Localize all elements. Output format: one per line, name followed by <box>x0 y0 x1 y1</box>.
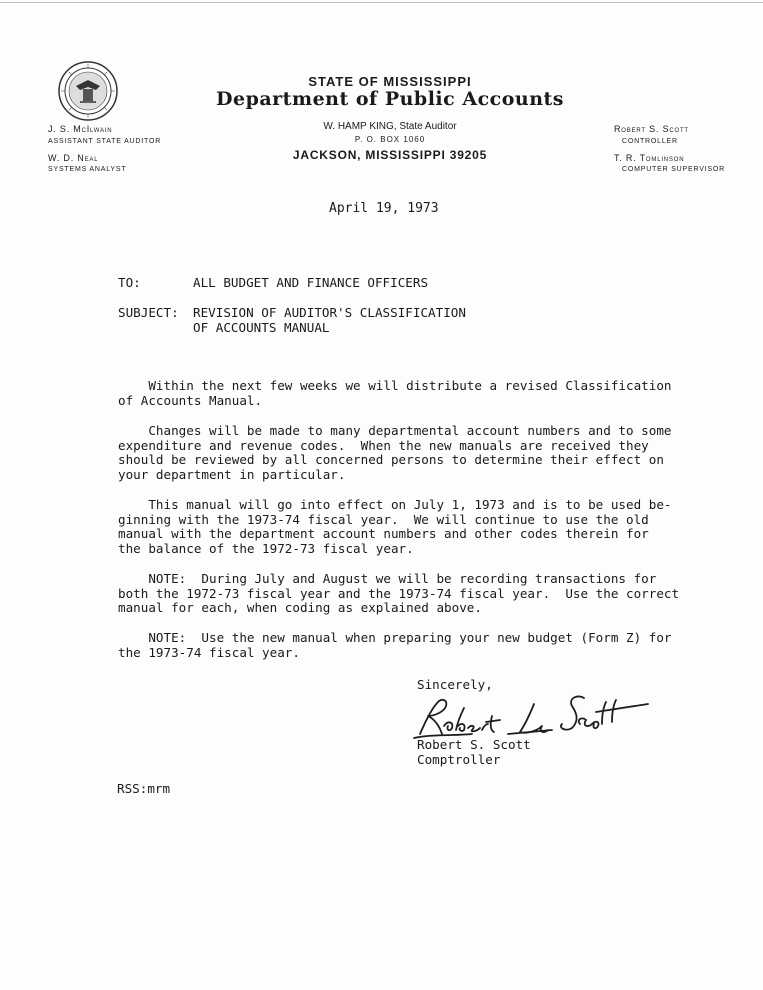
staff-name-right-2: T. R. Tomlinson <box>614 153 685 163</box>
subject-line-1: REVISION OF AUDITOR'S CLASSIFICATION <box>193 305 466 320</box>
typist-initials: RSS:mrm <box>117 781 171 796</box>
closing-name: Robert S. Scott <box>417 737 531 752</box>
staff-title-left-1: ASSISTANT STATE AUDITOR <box>48 138 162 145</box>
subject-line-2: OF ACCOUNTS MANUAL <box>193 320 330 335</box>
staff-title-left-2: SYSTEMS ANALYST <box>48 166 127 173</box>
closing-salutation: Sincerely, <box>417 677 493 692</box>
to-label: TO: <box>118 275 141 290</box>
paragraph-5: NOTE: Use the new manual when preparing your new budget (Form Z) for the 1973-74 fiscal year. <box>118 630 672 660</box>
state-seal-icon <box>56 60 120 122</box>
letterhead-department: Department of Public Accounts <box>216 88 564 110</box>
paragraph-3: This manual will go into effect on July 1, 1973 and is to be used be- ginning with the 1973-74 fiscal year. We will continue to use the old manual with the department account numbers and other codes therein for the balance of the 1972-73 fiscal year. <box>118 497 672 557</box>
staff-title-right-1: CONTROLLER <box>622 138 678 145</box>
paragraph-4: NOTE: During July and August we will be recording transactions for both the 1972-73 fiscal year and the 1973-74 fiscal year. Use the correct manual for each, when coding as explained above. <box>118 571 680 616</box>
staff-name-left-1: J. S. McIlwain <box>48 124 113 134</box>
letterhead-po-box: P. O. BOX 1060 <box>354 135 426 144</box>
letterhead-city: JACKSON, MISSISSIPPI 39205 <box>292 148 488 162</box>
closing-title: Comptroller <box>417 752 501 767</box>
subject-label: SUBJECT: <box>118 305 179 320</box>
letterhead-auditor: W. HAMP KING, State Auditor <box>323 121 457 132</box>
paragraph-2: Changes will be made to many departmental account numbers and to some expenditure and revenue codes. When the new manuals are received they should be reviewed by all concerned persons to determine their effect on your department in particular. <box>118 423 672 483</box>
letterhead-state: STATE OF MISSISSIPPI <box>308 74 472 89</box>
letter-date: April 19, 1973 <box>329 201 439 216</box>
staff-name-left-2: W. D. Neal <box>48 153 99 163</box>
staff-name-right-1: Robert S. Scott <box>614 124 689 134</box>
to-value: ALL BUDGET AND FINANCE OFFICERS <box>193 275 429 290</box>
paragraph-1: Within the next few weeks we will distribute a revised Classification of Accounts Manual. <box>118 378 672 408</box>
staff-title-right-2: COMPUTER SUPERVISOR <box>622 166 725 173</box>
top-scan-edge <box>0 2 763 3</box>
